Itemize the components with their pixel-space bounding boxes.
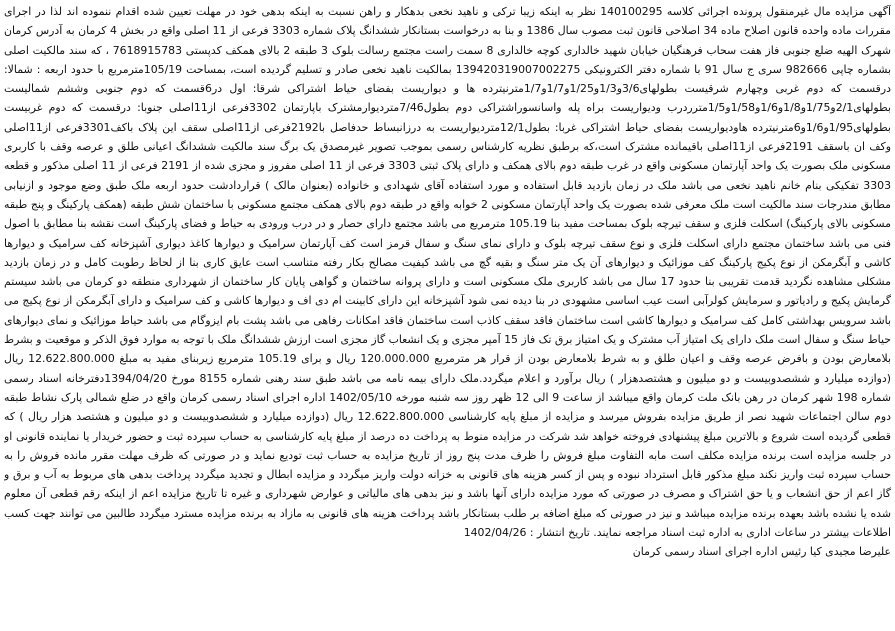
notice-body: آگهی مزایده مال غیرمنقول پرونده اجرائی کلاسه 140100295 نظر به اینکه زیبا ترکی و ناهید نخعی بدهکار و راهن نسبت به اینکه بدهی خود در مهلت تعیین شده اقدام ننموده اند لذا در اجرای مقررات ماده واحده قانون اصلاح ماده 34 اصلاحی قانون ثبت مصوب سال 1386 و بنا به درخواست بستانکار ششدانگ پلاک شماره 3303 فرعی از 11 اصلی واقع در بخش 4 کرمان به آدرس کرمان شهرک الهیه ضلع جنوبی فاز هفت سحاب فرهنگیان خیابان شهید خالداری کوچه خالداری 8 سمت راست مجتمع رسالت بلوک 3 طبقه 2 بالای همکف کدپستی 7618915783 ، که سند مالکیت اصلی بشماره چاپی 982666 سری ج سال 91 با شماره دفتر الکترونیکی 139420319007002275 بمالکیت ناهید نخعی صادر و تسلیم گردیده است، بمساحت 105/19مترمربع با حدود اربعه : شمالا: درقسمت که دوم غربی وچهارم شرقیست بطولهای3/6و1/3و1/25و1/7و1/7مترنیترده ها و دیواریست بفضای حیاط اشتراکی شرقا: اول در6قسمت که دوم جنوبی وششم شمالیست بطولهای2/1و1/75و1/8و1/6و1/58و1/5مترردرب ودیواریست براه پله واسانسوراشتراکی دوم بطول7/46متردیوارمشترک باپارتمان 3302فرعی از11اصلی جنوبا: درقسمت که دوم غربیست بطولهای1/95و1/6و6مترنیترده هاودیواریست بفضای حیاط اشتراکی غربا: بطول12/1متردیواریست به درزانبساط حدفاصل با2192فرعی از11اصلی سقف این پلاک باکف3301فرعی از11اصلی وکف ان باسقف 2191فرعی از11اصلی باقیمانده مشترک است،که برطبق نظریه کارشناس رسمی بموجب تصویر غیرمصدق یک برگ سند مالکیت ششدانگ اعیانی طلق و عرصه وقف با کاربری مسکونی ملک بصورت یک واحد آپارتمان مسکونی واقع در غرب طبقه دوم بالای همکف و دارای پلاک ثبتی 3303 فرعی از 11 اصلی مفروز و مجزی شده از 2191 فرعی از 11 اصلی مذکور و قطعه 3303 تفکیکی بنام خانم ناهید نخعی می باشد ملک در زمان بازدید قابل استفاده و مورد استفاده آقای شهدادی و خانواده (بعنوان مالک ) قراردادشت حدود اربعه ملک طبق وضع موجود و ازنیابی مطابق مندرجات سند مالکیت است ملک معرفی شده بصورت یک واحد آپارتمان مسکونی 2 خوابه واقع در طبقه دوم بالای همکف مجتمع مسکونی با ساختمان شش طبقه (همکف پارکینگ و پنج طبقه مسکونی بالای پارکینگ) اسکلت فلزی و سقف تیرچه بلوک بمساحت مفید بنا 105.19 مترمربع می باشد مجتمع دارای حصار و در درب ورودی به حیاط و فضای پارکینگ است نقشه بنا مطابق با اصول فنی می باشد ساختمان مجتمع دارای اسکلت فلزی و نوع سقف تیرچه بلوک و دارای نمای سنگ و سفال قرمز است کف آپارتمان سرامیک و دیوارها کاغذ دیواری آشپزخانه کف سرامیک و دیوارها کاشی و آبگرمکن از نوع پکیج پارکینگ کف موزائیک و دیوارهای آن یک متر سنگ و بقیه گچ می باشد کیفیت مصالح بکار رفته متناسب است عایق کاری بنا از لحاظ رطوبت کامل و در زمان بازدید مشکلی مشاهده نگردید قدمت تقریبی بنا حدود 17 سال می باشد کاربری ملک مسکونی است و دارای پروانه ساختمان و گواهی پایان کار ساختمان از شهرداری منطقه دو کرمان می باشد سیستم گرمایش پکیج و رادیاتور و سرمایش کولرآبی است عیب اساسی مشهودی در بنا دیده نمی شود آشپزخانه این دارای کابینت ام دی اف و دیوارها کاشی و کف سرامیک و دارای آبگرمکن از نوع پکیج می باشد سرویس بهداشتی کامل کف سرامیک و دیوارها کاشی است ساختمان فاقد سقف کاذب است ساختمان فاقد امکانات رفاهی می باشد پشت بام ایزوگام می باشد حیاط موزائیک و نمای دیوارهای حیاط سنگ و سفال است ملک دارای یک امتیاز آب مشترک و یک امتیاز برق تک فاز 15 آمپر مجزی و یک انشعاب گاز مجزی است ارزش ششدانگ ملک با توجه به موارد فوق الذکر و موقعیت و بشرط بلامعارض بودن و بافرض عرصه وقف و اعیان طلق و به شرط بلامعارض بودن از قرار هر مترمربع 120.000.000 ریال و برای 105.19 مترمربع زیربنای مفید به مبلغ 12.622.800.000 ریال (دوازده میلیارد و ششصدوبیست و دو میلیون و هشتصدهزار ) ریال برآورد و اعلام میگردد.ملک دارای بیمه نامه می باشد طبق سند رهنی شماره 8155 مورخ 1394/04/20دفترخانه اسناد رسمی شماره 198 شهر کرمان در رهن بانک ملت کرمان واقع میباشد از ساعت 9 الی 12 ظهر روز سه شنبه مورخه 1402/05/10 اداره اجرای اسناد رسمی کرمان واقع در ضلع شمالی پارک نشاط طبقه دوم سالن اجتماعات شهید نصر از طریق مزایده بفروش میرسد و مزایده از مبلغ پایه کارشناسی 12.622.800.000 ریال (دوازده میلیارد و ششصدوبیست و دو میلیون و هشتصد هزار ریال ) که قطعی گردیده است شروع و بالاترین مبلغ پیشنهادی فروخته خواهد شد شرکت در مزایده منوط به پرداخت ده درصد از مبلغ پایه کارشناسی به حساب سپرده ثبت و حضور خریدار یا نماینده قانونی او در جلسه مزایده است برنده مزایده مکلف است مابه التفاوت مبلغ فروش را ظرف مدت پنج روز از تاریخ مزایده به حساب ثبت تودیع نماید و در صورتی که ظرف مهلت مقرر مانده فروش را به حساب سپرده ثبت واریز نکند مبلغ مذکور قابل استرداد نبوده و پس از کسر هزینه های قانونی به خزانه دولت واریز میگردد و مزایده ابطال و تجدید میگردد پرداخت بدهی های مربوط به آب و برق و گاز اعم از حق انشعاب و یا حق اشتراک و مصرف در صورتی که مورد مزایده دارای آنها باشد و نیز بدهی های مالیاتی و عوارض شهرداری و غیره تا تاریخ مزایده اعم از اینکه رقم قطعی آن معلوم شده یا نشده باشد بعهده برنده مزایده میباشد و نیز در صورتی که مبلغ اضافه بر طلب بستانکار باشد پرداخت هزینه های قانونی به مازاد به برنده مزایده مسترد میگردد طالبین می توانند جهت کسب اطلاعات بیشتر در ساعات اداری به اداره ثبت اسناد مراجعه نمایند. تاریخ انتشار : 1402/04/26 [4,5,891,540]
auction-notice [4,2,891,629]
notice-signature: علیرضا مجیدی کیا رئیس اداره اجرای اسناد رسمی کرمان [632,545,891,559]
